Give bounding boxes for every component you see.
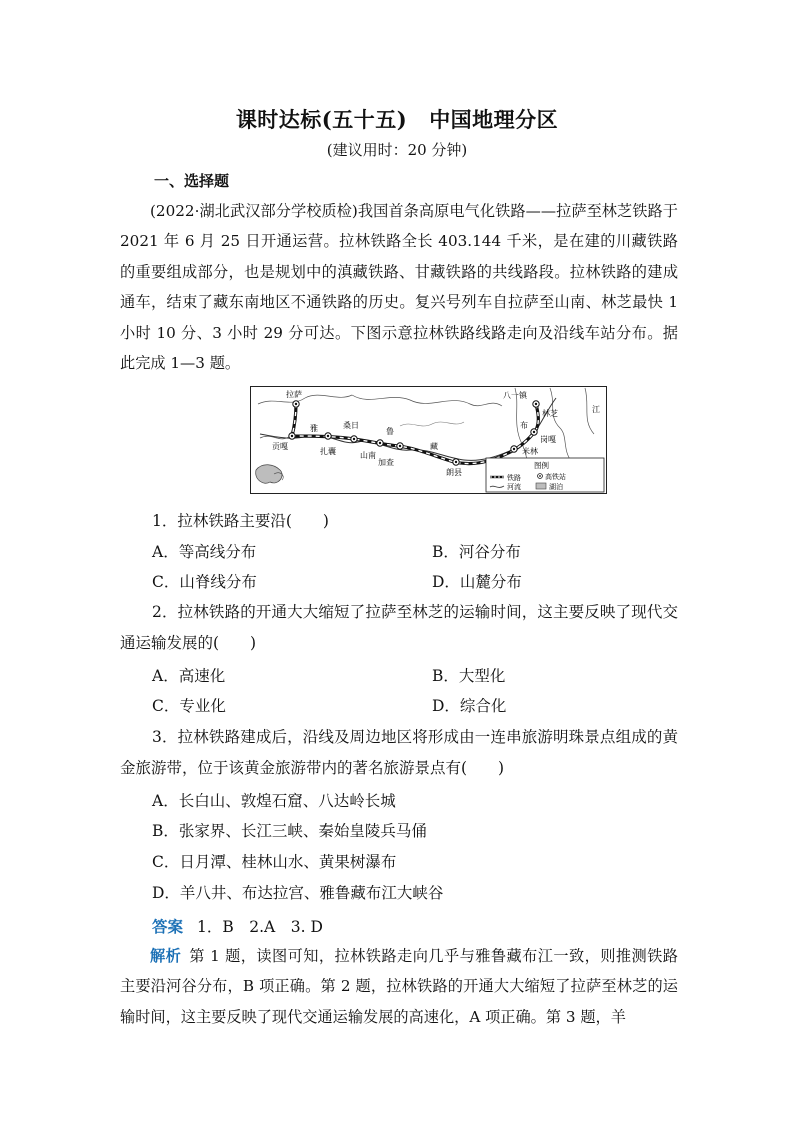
station-langxian [453,459,459,465]
question-3-option-b: B．张家界、长江三峡、秦始皇陵兵马俑 [152,822,427,840]
section-heading: 一、选择题 [154,172,230,190]
explanation-label: 解析 [150,947,182,965]
question-1-option-d: D．山麓分布 [432,573,522,591]
map-legend [486,458,604,492]
question-2-option-b: B．大型化 [432,667,506,685]
legend-lake: 湖泊 [549,483,563,491]
question-2-option-a: A．高速化 [152,667,226,685]
station-sangri [377,440,383,446]
label-jiang: 江 [592,405,600,414]
page-title [0,104,794,134]
label-jiacha: 加查 [378,458,394,467]
legend-railway: 铁路 [507,474,521,482]
question-3-option-c: C．日月潭、桂林山水、黄果树瀑布 [152,853,397,871]
label-lu: 鲁 [386,427,394,436]
question-1-option-c: C．山脊线分布 [152,573,257,591]
label-sangri: 桑日 [343,421,359,430]
station-linzhi [533,401,539,407]
station-gangga [531,429,537,435]
station-lasa [293,401,299,407]
intro-paragraph: (2022·湖北武汉部分学校质检)我国首条高原电气化铁路——拉萨至林芝铁路于 2021 年 6 月 25 日开通运营。拉林铁路全长 403.144 千米，是在建的川藏铁路的重要组成部分，也是规划中的滇藏铁路、甘藏铁路的共线路段。拉林铁路的建成通车，结束了藏东南地区不通铁路的历史。复兴号列车自拉萨至山南、林芝最快 1 小时 10 分、3 小时 29 分可达。下图示意拉林铁路线路走向及沿线车站分布。据此完成 1—3 题。 [120,202,678,373]
station-gongga [289,433,295,439]
legend-river: 河流 [507,483,521,491]
question-1-option-a: A．等高线分布 [152,543,257,561]
label-milin: 米林 [522,447,538,456]
label-lasa: 拉萨 [286,390,302,399]
label-shannan: 山南 [360,451,376,460]
title-topic: 中国地理分区 [429,107,559,132]
explanation-text: 第 1 题，读图可知，拉林铁路走向几乎与雅鲁藏布江一致，则推测铁路主要沿河谷分布，B 项正确。第 2 题，拉林铁路的开通大大缩短了拉萨至林芝的运输时间，这主要反映了现代交通运输发展的高速化，A 项正确。第 3 题，羊 [120,947,678,1026]
title-main: 课时达标(五十五) [235,107,408,132]
question-1-stem: 1．拉林铁路主要沿( ) [152,512,329,530]
label-linzhi: 林芝 [542,409,558,418]
legend-station: 高铁站 [545,473,566,481]
answer-label: 答案 [152,917,184,936]
label-langxian: 朗县 [446,468,462,477]
question-3-stem: 3．拉林铁路建成后，沿线及周边地区将形成由一连串旅游明珠景点组成的黄金旅游带，位于该黄金旅游带内的著名旅游景点有( ) [120,728,678,777]
label-ya: 雅 [310,424,318,433]
legend-title: 图例 [534,461,549,470]
question-2-option-d: D．综合化 [432,697,507,715]
time-hint: (建议用时：20 分钟) [326,141,468,159]
station-milin [511,446,517,452]
question-2-option-c: C．专业化 [152,697,226,715]
label-zang: 藏 [430,442,438,451]
station-shannan [351,436,357,442]
label-gangga: 岗嘎 [540,435,556,444]
label-bu: 布 [520,421,528,430]
question-1-option-b: B．河谷分布 [432,543,521,561]
question-3-option-a: A．长白山、敦煌石窟、八达岭长城 [152,792,396,810]
lalin-railway-map [250,386,607,494]
question-2-stem: 2．拉林铁路的开通大大缩短了拉萨至林芝的运输时间，这主要反映了现代交通运输发展的( ) [120,603,678,652]
answer-line [152,915,323,937]
station-jiacha [397,443,403,449]
question-3-option-d: D．羊八井、布达拉宫、雅鲁藏布江大峡谷 [152,884,444,902]
label-gongga: 贡嘎 [272,442,288,451]
explanation-paragraph [120,941,678,1032]
answer-text: 1．B 2.A 3. D [197,918,323,936]
label-bayi: 八一镇 [503,391,527,400]
label-zhanang: 扎囊 [320,447,336,456]
station-zhanang [325,433,331,439]
